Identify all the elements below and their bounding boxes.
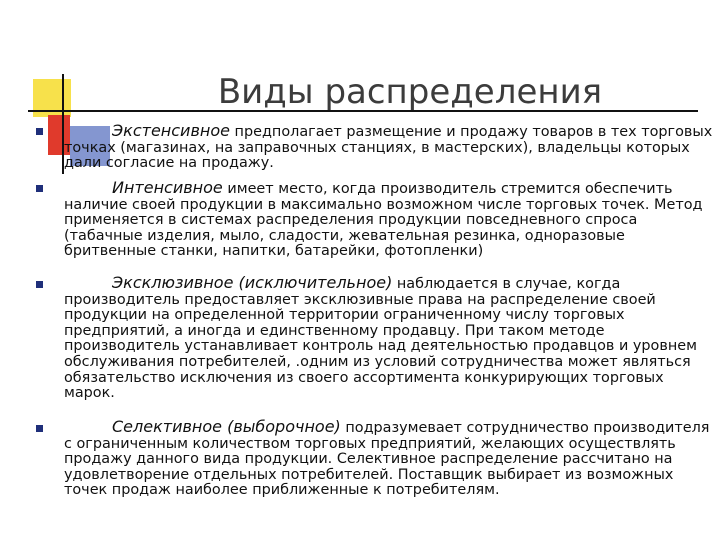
bullet-term: Эксклюзивное (исключительное)	[112, 273, 393, 292]
bullet-term: Экстенсивное	[112, 121, 230, 140]
bullet-text: имеет место, когда производитель стремится обеспечить наличие своей продукции в максимально возможном числе торговых точек. Метод применяется в системах распределения продукции повседневного спроса (табачные изделия, мыло, сладости, жевательная резинка, одноразовые бритвенные станки, напитки, батарейки, фотопленки)	[64, 181, 703, 260]
bullet-term: Селективное (выборочное)	[112, 417, 341, 436]
bullet-marker-icon	[36, 128, 43, 135]
slide-title: Виды распределения	[217, 72, 603, 112]
bullet-term: Интенсивное	[112, 178, 223, 197]
bullet-text: предполагает размещение и продажу товаров в тех торговых точках (магазинах, на заправочных станциях, в мастерских), владельцы которых дали согласие на продажу.	[64, 124, 713, 172]
bullet-text: подразумевает сотрудничество производителя с ограниченным количеством торговых предприятий, желающих осуществлять продажу данного вида продукции. Селективное распределение рассчитано на удовлетворение отдельных потребителей. Поставщик выбирает из возможных точек продаж наиболее приближенные к потребителям.	[64, 420, 710, 499]
bullet-marker-icon	[36, 185, 43, 192]
bullet-text: наблюдается в случае, когда производитель предоставляет эксклюзивные права на распределение своей продукции на определенной территории ограниченному числу торговых предприятий, а иногда и единственному продавцу. При таком методе производитель устанавливает контроль над деятельностью продавцов и уровнем обслуживания потребителей, .одним из условий сотрудничества может являться обязательство исключения из своего ассортимента конкурирующих торговых марок.	[64, 276, 697, 402]
bullet-marker-icon	[36, 281, 43, 288]
bullet-marker-icon	[36, 425, 43, 432]
